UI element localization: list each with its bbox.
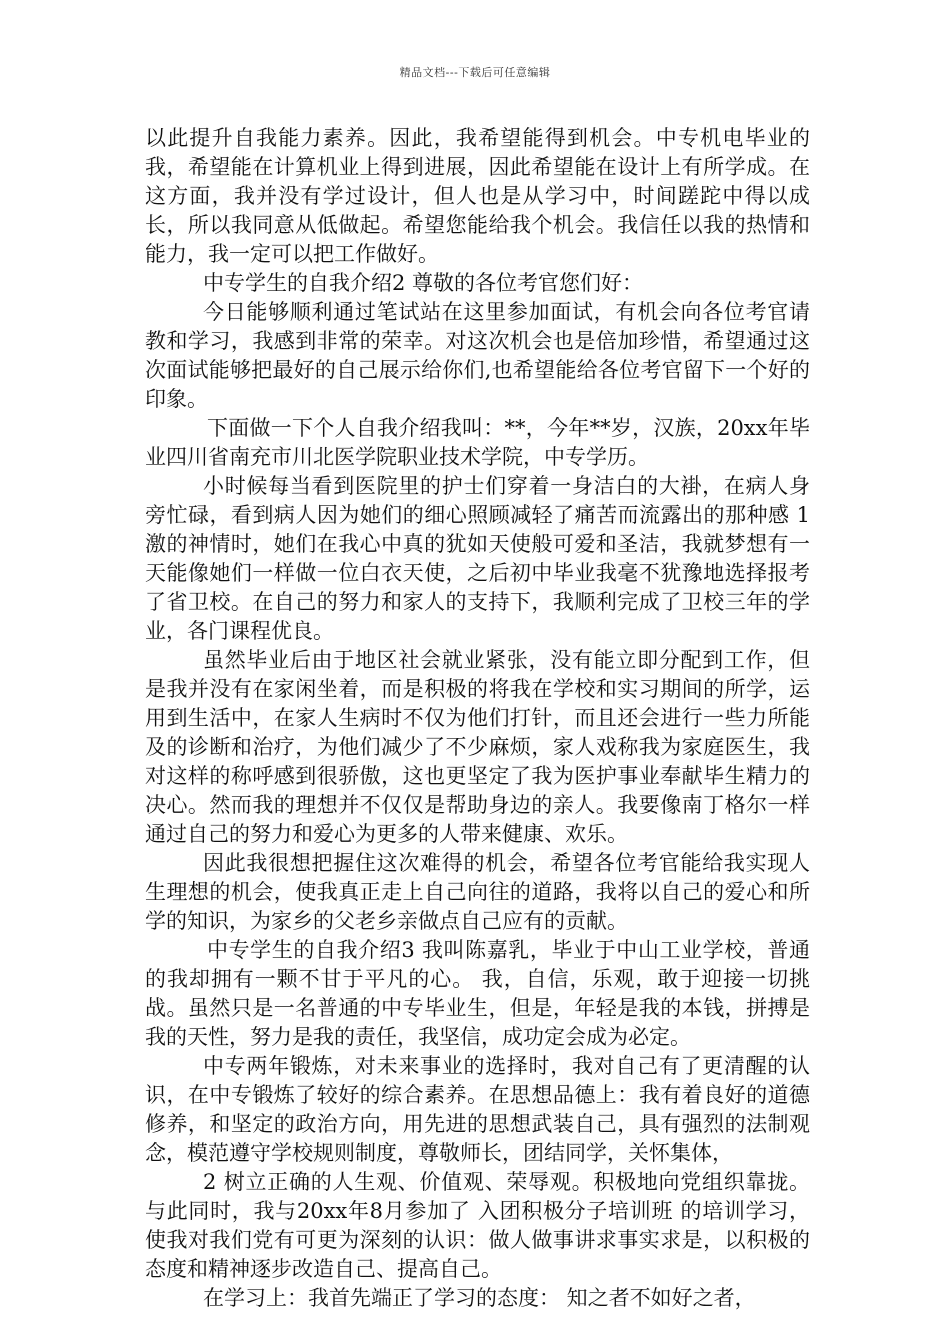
section-heading-2: 中专学生的自我介绍2 尊敬的各位考官您们好：: [203, 271, 644, 295]
paragraph: 以此提升自我能力素养。因此，我希望能得到机会。中专机电毕业的我，希望能在计算机业上得到进展，因此希望能在设计上有所学成。在这方面，我并没有学过设计，但人也是从学习中，时间蹉跎中得以成长，所以我同意从低做起。希望您能给我个机会。我信任以我的热情和能力，我一定可以把工作做好。: [145, 126, 810, 266]
paragraph: 下面做一下个人自我介绍我叫：**，今年**岁，汉族，20xx年毕业四川省南充市川北医学院职业技术学院，中专学历。: [145, 416, 810, 469]
document-body: [145, 124, 810, 1313]
page-header: 精品文档---下载后可任意编辑: [399, 66, 551, 79]
paragraph: 在学习上：我首先端正了学习的态度： 知之者不如好之者，: [203, 1286, 756, 1310]
section-heading-3: 中专学生的自我介绍3 我叫陈嘉乳，毕业于中山工业学校，普通的我却拥有一颗不甘于平凡的心。 我，自信，乐观，敢于迎接一切挑战。虽然只是一名普通的中专毕业生，但是，年轻是我的本钱，拼搏是我的天性，努力是我的责任，我坚信，成功定会成为必定。: [145, 938, 810, 1049]
paragraph: 中专两年锻炼，对未来事业的选择时，我对自己有了更清醒的认识，在中专锻炼了较好的综合素养。在思想品德上：我有着良好的道德修养，和坚定的政治方向，用先进的思想武装自己，具有强烈的法制观念，模范遵守学校规则制度，尊敬师长，团结同学，关怀集体，: [145, 1054, 810, 1165]
paragraph: 今日能够顺利通过笔试站在这里参加面试，有机会向各位考官请教和学习，我感到非常的荣幸。对这次机会也是倍加珍惜，希望通过这次面试能够把最好的自己展示给你们,也希望能给各位考官留下一个好的印象。: [145, 300, 810, 411]
paragraph: 因此我很想把握住这次难得的机会，希望各位考官能给我实现人生理想的机会，使我真正走上自己向往的道路，我将以自己的爱心和所学的知识，为家乡的父老乡亲做点自己应有的贡献。: [145, 851, 810, 933]
paragraph: 小时候每当看到医院里的护士们穿着一身洁白的大褂，在病人身旁忙碌，看到病人因为她们的细心照顾减轻了痛苦而流露出的那种感 1 激的神情时，她们在我心中真的犹如天使般可爱和圣洁，我就梦想有一天能像她们一样做一位白衣天使，之后初中毕业我毫不犹豫地选择报考了省卫校。在自己的努力和家人的支持下，我顺利完成了卫校三年的学业，各门课程优良。: [145, 474, 810, 643]
paragraph: 虽然毕业后由于地区社会就业紧张，没有能立即分配到工作，但是我并没有在家闲坐着，而是积极的将我在学校和实习期间的所学，运用到生活中，在家人生病时不仅为他们打针，而且还会进行一些力所能及的诊断和治疗，为他们减少了不少麻烦，家人戏称我为家庭医生，我对这样的称呼感到很骄傲，这也更坚定了我为医护事业奉献毕生精力的决心。然而我的理想并不仅仅是帮助身边的亲人。我要像南丁格尔一样通过自己的努力和爱心为更多的人带来健康、欢乐。: [145, 648, 810, 846]
paragraph: 2 树立正确的人生观、价值观、荣辱观。积极地向党组织靠拢。与此同时，我与20xx年8月参加了 入团积极分子培训班 的培训学习，使我对我们党有可更为深刻的认识：做人做事讲求事实求是，以积极的态度和精神逐步改造自己、提高自己。: [145, 1170, 810, 1281]
